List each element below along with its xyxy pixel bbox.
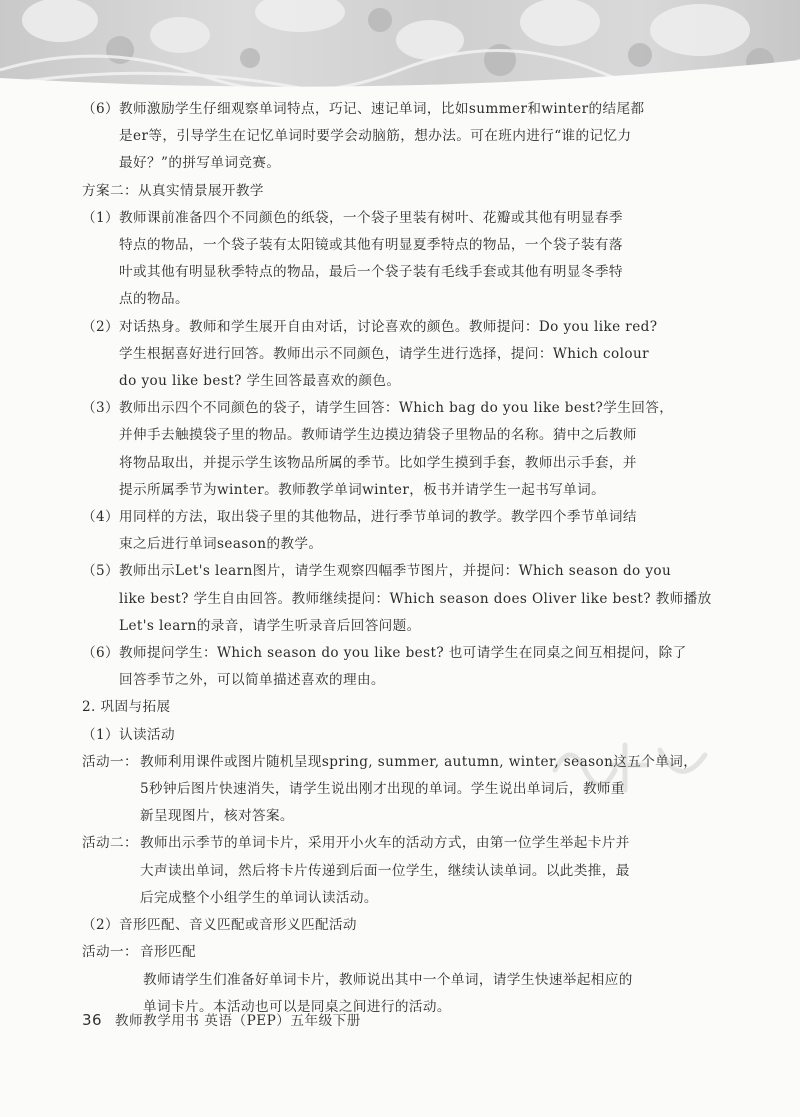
- page-footer: [82, 1009, 361, 1029]
- subsection-matching-heading: （2）音形匹配、音义匹配或音形义匹配活动: [82, 917, 357, 934]
- activity-title: 音形匹配: [140, 944, 196, 961]
- paragraph-6b: [82, 640, 696, 694]
- paragraph-1: [82, 205, 696, 314]
- page-body: [82, 96, 712, 1021]
- text-line: 回答季节之外，可以简单描述喜欢的理由。: [119, 672, 385, 689]
- text-line: 束之后进行单词season的教学。: [119, 536, 323, 553]
- text-line: 并伸手去触摸袋子里的物品。教师请学生边摸边猜袋子里物品的名称。猜中之后教师: [119, 427, 637, 444]
- text-line: 最好？”的拼写单词竞赛。: [119, 155, 281, 172]
- item-number: （6）: [82, 101, 120, 117]
- item-number: （4）: [82, 509, 120, 526]
- paragraph-2: [82, 314, 696, 396]
- item-number: （1）: [82, 209, 120, 226]
- text-line: 大声读出单词，然后将卡片传递到后面一位学生，继续认读单词。以此类推，最: [140, 862, 630, 879]
- paragraph-6a: [82, 96, 696, 178]
- subsection-reading-heading: （1）认读活动: [82, 726, 176, 743]
- item-number: （2）: [82, 318, 120, 335]
- text-line: 对话热身。教师和学生展开自由对话，讨论喜欢的颜色。教师提问：Do you like red?: [119, 318, 658, 335]
- text-line: 5秒钟后图片快速消失，请学生说出刚才出现的单词。学生说出单词后，教师重: [140, 781, 625, 798]
- text-line: 教师出示四个不同颜色的袋子，请学生回答：Which bag do you like best?学生回答，: [119, 400, 674, 417]
- text-line: 是er等，引导学生在记忆单词时要学会动脑筋，想办法。可在班内进行“谁的记忆力: [119, 128, 632, 145]
- text-line: 教师课前准备四个不同颜色的纸袋，一个袋子里装有树叶、花瓣或其他有明显春季: [119, 209, 623, 226]
- activity-label: 活动一：: [82, 753, 138, 770]
- watermark-icon: [545, 730, 715, 800]
- text-line: 教师请学生们准备好单词卡片，教师说出其中一个单词，请学生快速举起相应的: [143, 971, 633, 988]
- text-line: 新呈现图片，核对答案。: [140, 808, 294, 825]
- header-floral-banner: [0, 0, 800, 92]
- text-line: 点的物品。: [119, 291, 190, 308]
- text-line: 教师出示Let's learn图片，请学生观察四幅季节图片，并提问：Which season do you: [119, 563, 672, 580]
- text-line: 叶或其他有明显秋季特点的物品，最后一个袋子装有毛线手套或其他有明显冬季特: [119, 264, 623, 281]
- text-line: like best? 学生自由回答。教师继续提问：Which season does Oliver like best? 教师播放: [119, 590, 712, 607]
- text-line: 单词卡片。本活动也可以是同桌之间进行的活动。: [143, 998, 451, 1015]
- page-number: 36: [82, 1011, 103, 1029]
- book-title: 教师教学用书 英语（PEP）五年级下册: [114, 1013, 361, 1029]
- paragraph-5: [82, 558, 712, 640]
- text-line: 特点的物品，一个袋子装有太阳镜或其他有明显夏季特点的物品，一个袋子装有落: [119, 237, 623, 254]
- text-line: 学生根据喜好进行回答。教师出示不同颜色，请学生进行选择，提问：Which colour: [119, 345, 649, 362]
- text-line: 教师利用课件或图片随机呈现spring, summer, autumn, winter, season这五个单词，: [140, 753, 698, 770]
- text-line: do you like best? 学生回答最喜欢的颜色。: [119, 373, 401, 390]
- text-line: 用同样的方法，取出袋子里的其他物品，进行季节单词的教学。教学四个季节单词结: [119, 509, 637, 526]
- text-line: 教师激励学生仔细观察单词特点，巧记、速记单词，比如summer和winter的结尾都: [119, 101, 645, 117]
- item-number: （5）: [82, 563, 120, 580]
- text-line: 将物品取出，并提示学生该物品所属的季节。比如学生摸到手套，教师出示手套，并: [119, 454, 637, 471]
- text-line: 教师提问学生：Which season do you like best? 也可请学生在同桌之间互相提问，除了: [119, 645, 687, 662]
- text-line: Let's learn的录音，请学生听录音后回答问题。: [119, 617, 421, 634]
- activity-label: 活动二：: [82, 835, 138, 852]
- activity-3: [82, 939, 696, 966]
- floral-pattern-icon: [0, 0, 800, 92]
- paragraph-3: [82, 395, 696, 504]
- text-line: 后完成整个小组学生的单词认读活动。: [140, 889, 378, 906]
- plan-two-heading: 方案二：从真实情景展开教学: [82, 182, 264, 199]
- text-line: 提示所属季节为winter。教师教学单词winter，板书并请学生一起书写单词。: [119, 481, 606, 498]
- activity-label: 活动一：: [82, 944, 138, 961]
- item-number: （6）: [82, 645, 120, 662]
- activity-2: [82, 830, 696, 912]
- text-line: 教师出示季节的单词卡片，采用开小火车的活动方式，由第一位学生举起卡片并: [140, 835, 630, 852]
- section-two-heading: 2. 巩固与拓展: [82, 699, 171, 716]
- paragraph-4: [82, 504, 696, 558]
- item-number: （3）: [82, 400, 120, 417]
